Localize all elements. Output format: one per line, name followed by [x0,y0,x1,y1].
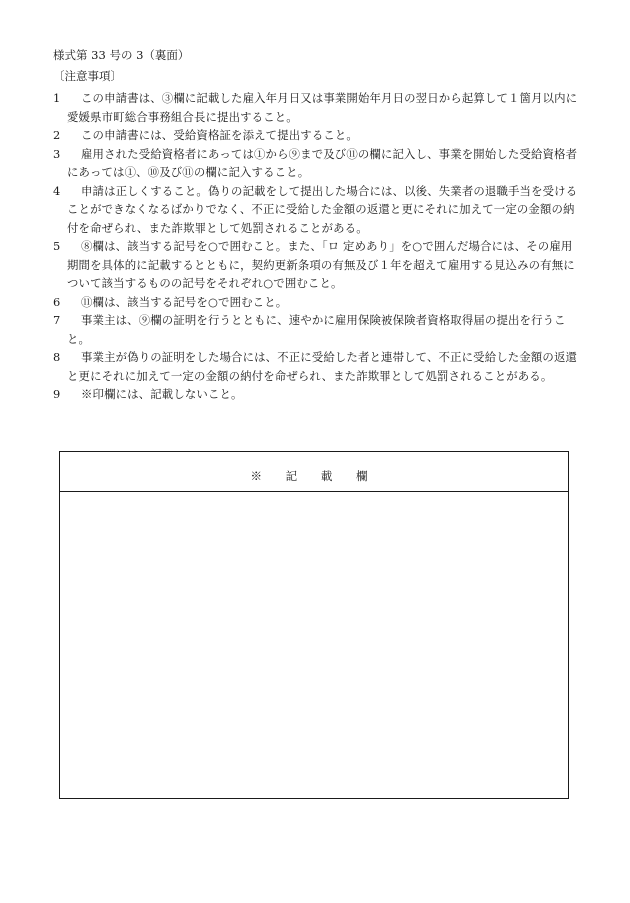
record-box-title: ※ 記 載 欄 [60,452,568,492]
note-item [53,348,578,385]
form-number: 様式第 33 号の 3（裏面） [53,48,190,62]
note-number: 6 [53,294,61,309]
note-item [53,145,578,182]
note-text: ⑧欄は、該当する記号を○で囲むこと。また、「ロ 定めあり」を○で囲んだ場合には、その雇用期間を具体的に記載するとともに，契約更新条項の有無及び１年を超えて雇用する見込みの有無について該当するものの記号をそれぞれ○で囲むこと。 [67,239,575,290]
record-box [59,451,569,799]
note-number: 3 [53,146,61,161]
note-number: 5 [53,239,61,253]
note-number: 1 [53,91,61,105]
note-item [53,237,578,293]
note-item [53,311,578,348]
note-text: 雇用された受給資格者にあっては①から⑨まで及び⑪の欄に記入し、事業を開始した受給資格者にあっては①、⑩及び⑪の欄に記入すること。 [67,146,578,179]
note-item [53,293,578,312]
note-number: 9 [53,387,61,401]
note-text: 事業主は、⑨欄の証明を行うとともに、速やかに雇用保険被保険者資格取得届の提出を行うこと。 [67,313,566,346]
note-number: 4 [53,183,61,198]
note-item [53,182,578,238]
note-text: ※印欄には、記載しないこと。 [81,387,243,401]
note-text: 申請は正しくすること。偽りの記載をして提出した場合には、以後、失業者の退職手当を受けることができなくなるばかりでなく、不正に受給した金額の返還と更にそれに加えて一定の金額の納付を命ぜられ、また詐欺罪として処罰されることがある。 [67,183,578,235]
note-text: ⑪欄は、該当する記号を○で囲むこと。 [81,294,288,309]
notes-heading: 〔注意事項〕 [53,69,122,83]
record-box-body [60,492,568,798]
note-number: 7 [53,313,61,327]
notes-list [53,89,578,404]
note-text: 事業主が偽りの証明をした場合には、不正に受給した者と連帯して、不正に受給した金額の返還と更にそれに加えて一定の金額の納付を命ぜられ、また詐欺罪として処罰されることがある。 [67,350,578,383]
note-text: この申請書は、③欄に記載した雇入年月日又は事業開始年月日の翌日から起算して１箇月以内に愛媛県市町総合事務組合長に提出すること。 [67,91,578,124]
note-text: この申請書には、受給資格証を添えて提出すること。 [81,128,358,142]
note-item [53,385,578,404]
note-item [53,89,578,126]
note-number: 2 [53,128,61,142]
note-item [53,126,578,145]
note-number: 8 [53,350,61,364]
